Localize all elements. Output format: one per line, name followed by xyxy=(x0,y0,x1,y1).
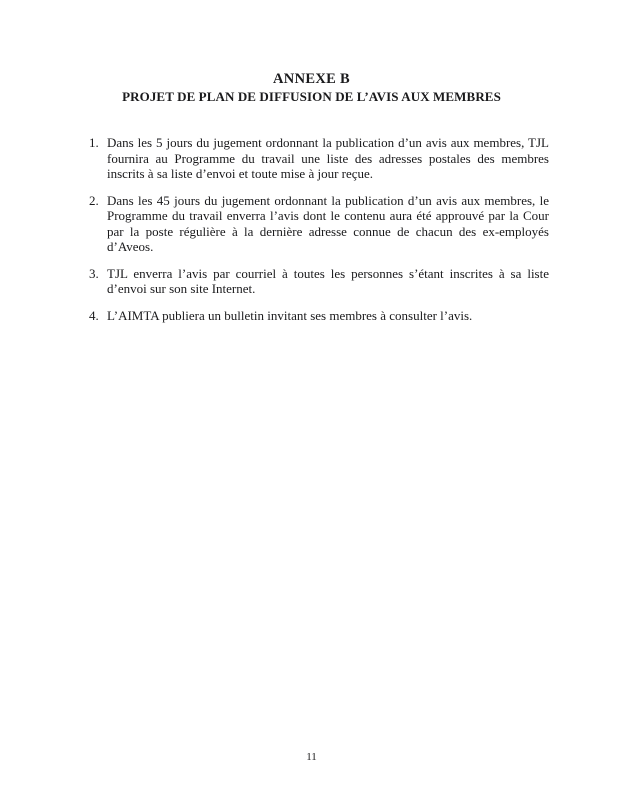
list-item xyxy=(89,135,549,182)
list-item-text: L’AIMTA publiera un bulletin invitant ses membres à consulter l’avis. xyxy=(107,307,473,323)
list-item-number: 2. xyxy=(89,192,99,208)
list-item xyxy=(89,193,549,255)
list-item-number: 1. xyxy=(89,135,99,150)
numbered-list xyxy=(89,135,549,323)
page-subtitle: PROJET DE PLAN DE DIFFUSION DE L’AVIS AUX MEMBRES xyxy=(122,89,501,104)
page-title: ANNEXE B xyxy=(273,71,350,87)
list-item-text: Dans les 45 jours du jugement ordonnant la publication d’un avis aux membres, le Programme du travail enverra l’avis dont le contenu aura été approuvé par la Cour par la poste régulière à la dernière adresse connue de chacun des ex-employés d’Aveos. xyxy=(107,192,549,254)
page-number: 11 xyxy=(306,751,317,763)
list-item-number: 3. xyxy=(89,265,99,281)
list-item-text: TJL enverra l’avis par courriel à toutes les personnes s’étant inscrites à sa liste d’envoi sur son site Internet. xyxy=(107,265,549,296)
list-item-number: 4. xyxy=(89,307,99,323)
list-item xyxy=(89,308,549,324)
list-item xyxy=(89,266,549,297)
list-item-text: Dans les 5 jours du jugement ordonnant la publication d’un avis aux membres, TJL fournira au Programme du travail une liste des adresses postales des membres inscrits à sa liste d’envoi et toute mise à jour reçue. xyxy=(107,135,549,181)
